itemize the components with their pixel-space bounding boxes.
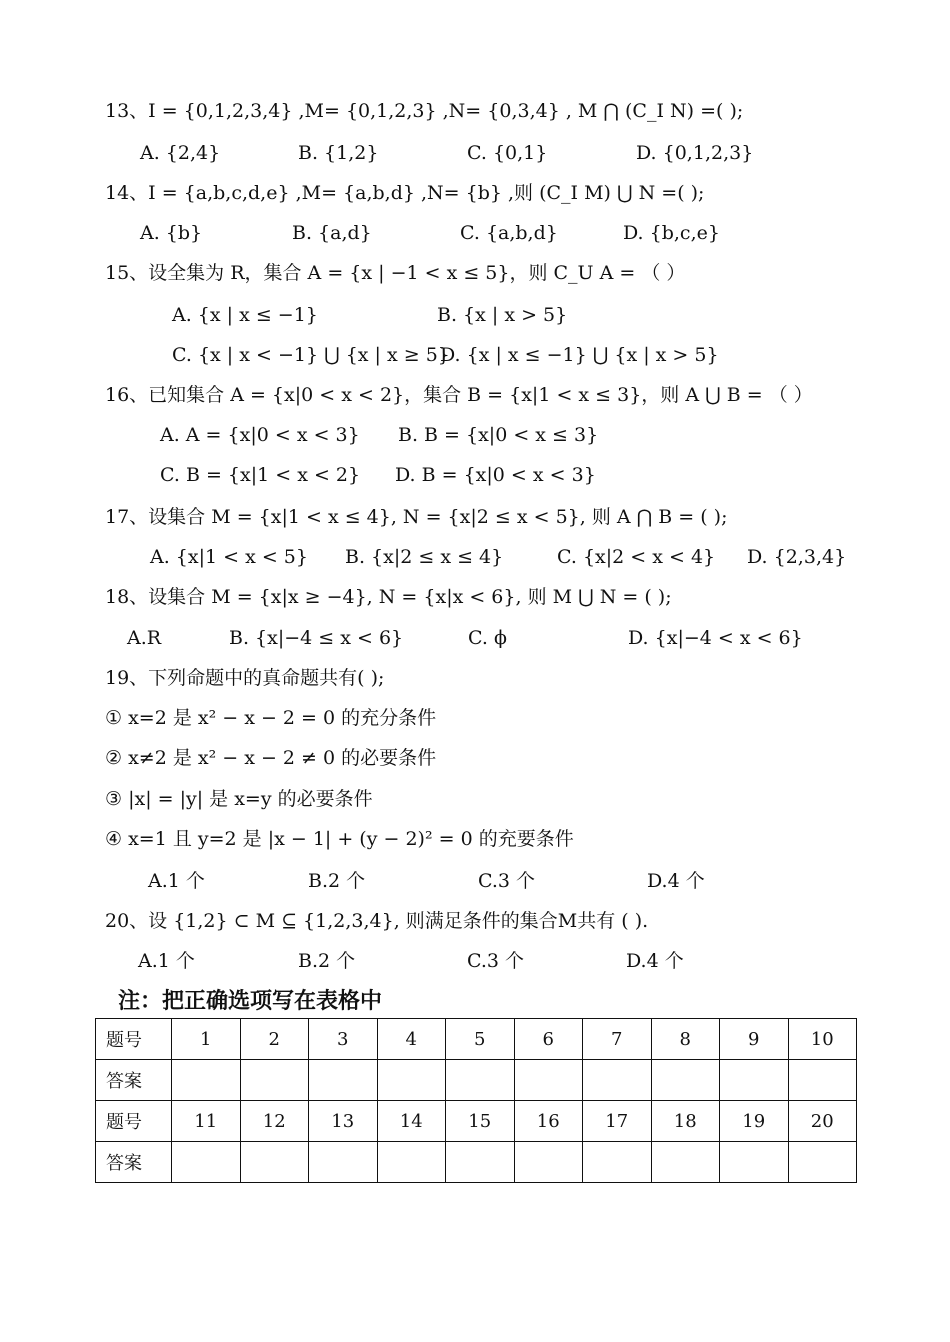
answer-cell[interactable]: [446, 1142, 515, 1183]
q14-option-b: B. {a,d}: [292, 222, 372, 244]
answer-cell[interactable]: [514, 1060, 583, 1101]
q20-option-c: C.3 个: [467, 950, 525, 972]
num-cell: 12: [240, 1101, 309, 1142]
q17-option-d: D. {2,3,4}: [747, 546, 847, 568]
answer-table: [95, 1018, 857, 1183]
num-cell: 1: [172, 1019, 241, 1060]
num-cell: 17: [583, 1101, 652, 1142]
q13-option-a: A. {2,4}: [140, 142, 221, 164]
q13-option-d: D. {0,1,2,3}: [636, 142, 754, 164]
num-cell: 19: [720, 1101, 789, 1142]
answer-cell[interactable]: [514, 1142, 583, 1183]
q16-stem: 16、已知集合 A = {x|0 < x < 2}，集合 B = {x|1 < x ≤ 3}，则 A ⋃ B = （ ）: [105, 384, 813, 406]
answer-cell[interactable]: [583, 1060, 652, 1101]
q17-option-b: B. {x|2 ≤ x ≤ 4}: [345, 546, 504, 568]
num-cell: 9: [720, 1019, 789, 1060]
q19-option-c: C.3 个: [478, 870, 536, 892]
num-cell: 6: [514, 1019, 583, 1060]
answer-cell[interactable]: [788, 1060, 857, 1101]
ans-label: 答案: [96, 1060, 172, 1101]
table-row-answers-1: [96, 1060, 857, 1101]
num-cell: 7: [583, 1019, 652, 1060]
answer-cell[interactable]: [172, 1142, 241, 1183]
q18-option-b: B. {x|−4 ≤ x < 6}: [229, 627, 404, 649]
q20-option-a: A.1 个: [138, 950, 195, 972]
q17-option-a: A. {x|1 < x < 5}: [150, 546, 308, 568]
q19-option-b: B.2 个: [308, 870, 366, 892]
answer-cell[interactable]: [172, 1060, 241, 1101]
answer-cell[interactable]: [720, 1142, 789, 1183]
answer-cell[interactable]: [583, 1142, 652, 1183]
answer-cell[interactable]: [240, 1060, 309, 1101]
answer-cell[interactable]: [446, 1060, 515, 1101]
q19-option-a: A.1 个: [148, 870, 205, 892]
num-cell: 4: [377, 1019, 446, 1060]
table-row-numbers-2: [96, 1101, 857, 1142]
q18-option-a: A.R: [127, 627, 162, 649]
q20-option-d: D.4 个: [626, 950, 684, 972]
num-cell: 8: [651, 1019, 720, 1060]
q16-option-a: A. A = {x|0 < x < 3}: [160, 424, 360, 446]
answer-cell[interactable]: [651, 1060, 720, 1101]
q16-option-c: C. B = {x|1 < x < 2}: [160, 464, 361, 486]
q14-option-a: A. {b}: [140, 222, 203, 244]
q16-option-d: D. B = {x|0 < x < 3}: [395, 464, 596, 486]
num-cell: 18: [651, 1101, 720, 1142]
q19-statement-1: ① x=2 是 x² − x − 2 = 0 的充分条件: [105, 707, 437, 729]
q14-stem: 14、I = {a,b,c,d,e} ,M= {a,b,d} ,N= {b} ,则 (C_I M) ⋃ N =( );: [105, 182, 705, 204]
table-row-numbers-1: [96, 1019, 857, 1060]
q20-option-b: B.2 个: [298, 950, 356, 972]
answer-cell[interactable]: [309, 1142, 378, 1183]
answer-cell[interactable]: [377, 1142, 446, 1183]
q15-stem: 15、设全集为 R，集合 A = {x | −1 < x ≤ 5}，则 C_U A = （ ）: [105, 262, 686, 284]
q14-option-c: C. {a,b,d}: [460, 222, 558, 244]
num-cell: 16: [514, 1101, 583, 1142]
q18-option-d: D. {x|−4 < x < 6}: [628, 627, 803, 649]
q15-option-d: D. {x | x ≤ −1} ⋃ {x | x > 5}: [440, 344, 719, 366]
num-label: 题号: [96, 1019, 172, 1060]
q19-statement-3: ③ |x| = |y| 是 x=y 的必要条件: [105, 788, 373, 810]
num-cell: 14: [377, 1101, 446, 1142]
answer-cell[interactable]: [651, 1142, 720, 1183]
q15-option-c: C. {x | x < −1} ⋃ {x | x ≥ 5}: [172, 344, 450, 366]
answer-cell[interactable]: [309, 1060, 378, 1101]
q16-option-b: B. B = {x|0 < x ≤ 3}: [398, 424, 599, 446]
q13-stem: 13、I = {0,1,2,3,4} ,M= {0,1,2,3} ,N= {0,3,4} , M ⋂ (C_I N) =( );: [105, 100, 744, 122]
num-cell: 13: [309, 1101, 378, 1142]
num-cell: 3: [309, 1019, 378, 1060]
answer-cell[interactable]: [240, 1142, 309, 1183]
table-row-answers-2: [96, 1142, 857, 1183]
answer-cell[interactable]: [720, 1060, 789, 1101]
q19-option-d: D.4 个: [647, 870, 705, 892]
num-label: 题号: [96, 1101, 172, 1142]
q18-stem: 18、设集合 M = {x|x ≥ −4}, N = {x|x < 6}, 则 M ⋃ N = ( );: [105, 586, 672, 608]
ans-label: 答案: [96, 1142, 172, 1183]
num-cell: 10: [788, 1019, 857, 1060]
answer-cell[interactable]: [377, 1060, 446, 1101]
q19-statement-4: ④ x=1 且 y=2 是 |x − 1| + (y − 2)² = 0 的充要条件: [105, 828, 574, 850]
q19-stem: 19、下列命题中的真命题共有( );: [105, 667, 385, 689]
q17-stem: 17、设集合 M = {x|1 < x ≤ 4}, N = {x|2 ≤ x < 5}, 则 A ⋂ B = ( );: [105, 506, 728, 528]
q14-option-d: D. {b,c,e}: [623, 222, 720, 244]
answer-note: 注：把正确选项写在表格中: [118, 989, 383, 1014]
q19-statement-2: ② x≠2 是 x² − x − 2 ≠ 0 的必要条件: [105, 747, 437, 769]
q15-option-b: B. {x | x > 5}: [437, 304, 568, 326]
q20-stem: 20、设 {1,2} ⊂ M ⊆ {1,2,3,4}, 则满足条件的集合M共有 ( ).: [105, 910, 649, 932]
q15-option-a: A. {x | x ≤ −1}: [172, 304, 318, 326]
q13-option-b: B. {1,2}: [298, 142, 379, 164]
q17-option-c: C. {x|2 < x < 4}: [557, 546, 716, 568]
num-cell: 20: [788, 1101, 857, 1142]
q13-option-c: C. {0,1}: [467, 142, 548, 164]
num-cell: 15: [446, 1101, 515, 1142]
num-cell: 2: [240, 1019, 309, 1060]
num-cell: 5: [446, 1019, 515, 1060]
answer-cell[interactable]: [788, 1142, 857, 1183]
num-cell: 11: [172, 1101, 241, 1142]
q18-option-c: C. ϕ: [468, 627, 507, 649]
